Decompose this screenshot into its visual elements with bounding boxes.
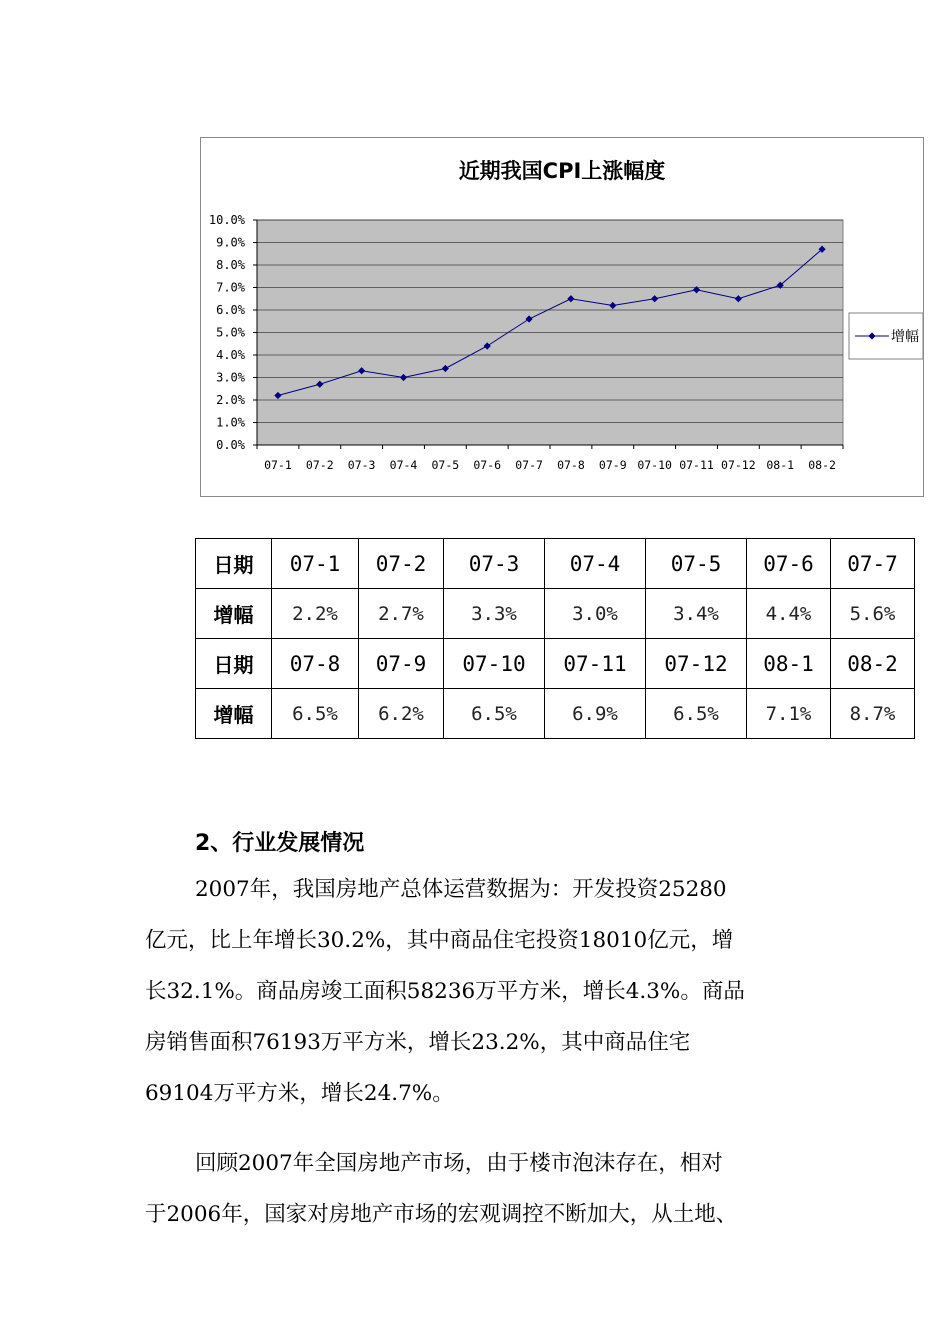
table-cell: 07-3	[444, 539, 545, 589]
x-tick-label: 07-3	[347, 458, 376, 472]
x-tick-label: 07-6	[473, 458, 502, 472]
table-cell: 08-2	[831, 639, 915, 689]
table-cell: 6.5%	[444, 689, 545, 739]
y-tick-label: 7.0%	[216, 280, 245, 295]
table-cell: 2.2%	[272, 589, 359, 639]
paragraph-1	[145, 864, 845, 1119]
chart-title: 近期我国CPI上涨幅度	[458, 159, 666, 183]
paragraph-line: 长32.1%。商品房竣工面积58236万平方米，增长4.3%。商品	[145, 979, 745, 1004]
x-tick-label: 07-9	[598, 458, 627, 472]
y-tick-label: 9.0%	[216, 235, 245, 250]
x-tick-label: 08-2	[808, 458, 836, 472]
legend-label: 增幅	[891, 329, 919, 345]
table-cell: 07-8	[272, 639, 359, 689]
x-tick-label: 07-2	[305, 458, 334, 472]
table-row	[196, 639, 915, 689]
cpi-line-chart-svg	[201, 138, 923, 496]
row-header: 增幅	[196, 589, 272, 639]
table-cell: 7.1%	[747, 689, 831, 739]
row-header: 增幅	[196, 689, 272, 739]
table-cell: 07-10	[444, 639, 545, 689]
table-cell: 07-2	[359, 539, 444, 589]
paragraph-line: 回顾2007年全国房地产市场，由于楼市泡沫存在，相对	[195, 1151, 723, 1176]
x-tick-label: 07-11	[679, 458, 714, 472]
table-row	[196, 539, 915, 589]
table-row	[196, 589, 915, 639]
table-cell: 07-5	[646, 539, 747, 589]
table-cell: 5.6%	[831, 589, 915, 639]
table-cell: 6.2%	[359, 689, 444, 739]
y-tick-label: 6.0%	[216, 303, 245, 317]
y-tick-label: 0.0%	[216, 438, 245, 452]
table-cell: 2.7%	[359, 589, 444, 639]
row-header: 日期	[196, 539, 272, 589]
table-cell: 07-7	[831, 539, 915, 589]
section-title: 2、行业发展情况	[195, 831, 365, 856]
table-cell: 6.5%	[646, 689, 747, 739]
x-tick-label: 08-1	[766, 458, 795, 472]
x-tick-label: 07-4	[389, 458, 418, 472]
paragraph-line: 69104万平方米，增长24.7%。	[145, 1081, 454, 1106]
cpi-chart	[200, 137, 924, 497]
table-cell: 07-11	[545, 639, 646, 689]
x-tick-label: 07-12	[721, 458, 756, 472]
table-cell: 07-9	[359, 639, 444, 689]
x-tick-label: 07-8	[557, 458, 585, 472]
table-cell: 3.3%	[444, 589, 545, 639]
table-cell: 07-4	[545, 539, 646, 589]
table-cell: 07-12	[646, 639, 747, 689]
table-cell: 6.9%	[545, 689, 646, 739]
y-tick-label: 10.0%	[208, 213, 245, 227]
paragraph-line: 于2006年，国家对房地产市场的宏观调控不断加大，从土地、	[145, 1202, 738, 1227]
y-tick-label: 3.0%	[216, 370, 245, 385]
x-tick-label: 07-1	[264, 458, 292, 472]
y-tick-label: 4.0%	[216, 348, 245, 362]
paragraph-2	[145, 1138, 845, 1240]
paragraph-line: 亿元，比上年增长30.2%，其中商品住宅投资18010亿元，增	[145, 928, 734, 953]
table-cell: 08-1	[747, 639, 831, 689]
table-cell: 4.4%	[747, 589, 831, 639]
x-tick-label: 07-10	[637, 458, 672, 472]
y-tick-label: 8.0%	[216, 258, 245, 272]
table-cell: 3.4%	[646, 589, 747, 639]
y-tick-label: 2.0%	[216, 393, 245, 407]
table-cell: 3.0%	[545, 589, 646, 639]
y-tick-label: 1.0%	[216, 415, 245, 430]
cpi-table	[195, 538, 915, 739]
paragraph-line: 房销售面积76193万平方米，增长23.2%，其中商品住宅	[145, 1030, 691, 1055]
table-cell: 07-6	[747, 539, 831, 589]
x-tick-label: 07-7	[515, 458, 543, 472]
table-cell: 8.7%	[831, 689, 915, 739]
paragraph-line: 2007年，我国房地产总体运营数据为：开发投资25280	[195, 877, 727, 902]
table-cell: 6.5%	[272, 689, 359, 739]
table-row	[196, 689, 915, 739]
x-tick-label: 07-5	[431, 458, 460, 472]
row-header: 日期	[196, 639, 272, 689]
y-tick-label: 5.0%	[216, 325, 245, 340]
table-cell: 07-1	[272, 539, 359, 589]
